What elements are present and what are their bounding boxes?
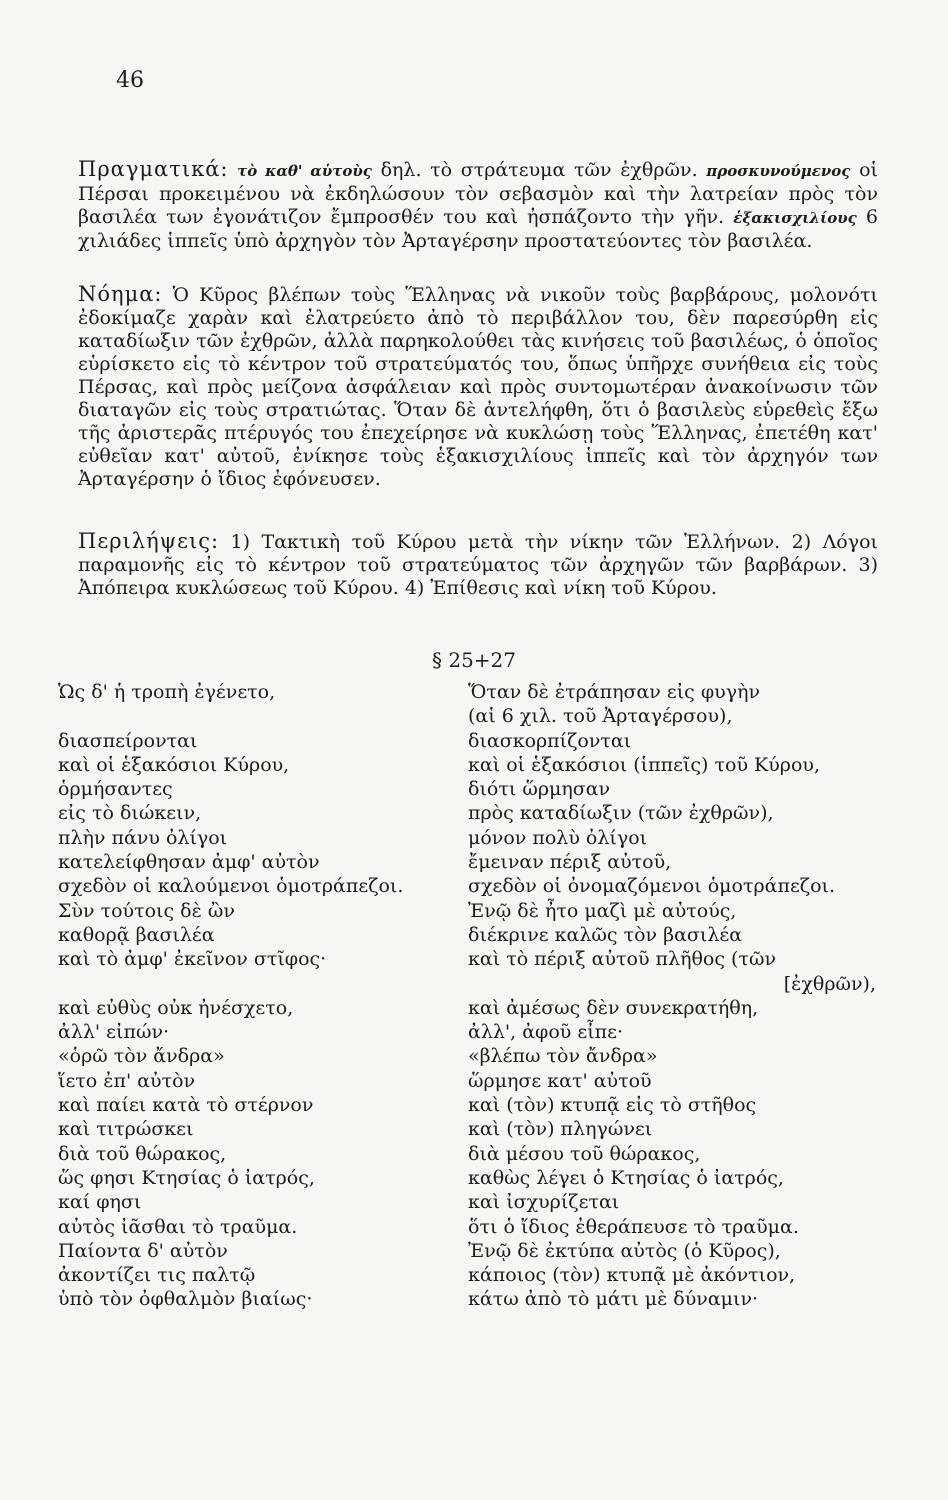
original-line: ἀλλ' εἰπών· bbox=[58, 1021, 170, 1044]
perilipseis-paragraph bbox=[78, 530, 878, 600]
translation-line: καὶ τὸ πέριξ αὐτοῦ πλῆθος (τῶν bbox=[468, 948, 776, 971]
translation-column bbox=[468, 680, 888, 1312]
original-line: ὥς φησι Κτησίας ὁ ἰατρός, bbox=[58, 1166, 315, 1189]
original-line: ὁρμήσαντες bbox=[58, 778, 173, 801]
original-line: σχεδὸν οἱ καλούμενοι ὁμοτράπεζοι. bbox=[58, 875, 404, 898]
pragmatika-text-3: 6 χιλιάδες ἱππεῖς ὑπὸ ἀρχηγὸν τὸν Ἀρταγέρσην προστατεύοντες τὸν βασιλέα. bbox=[78, 206, 878, 252]
original-line: Ὡς δ' ἡ τροπὴ ἐγένετο, bbox=[58, 681, 276, 703]
pragmatika-text-1: δηλ. τὸ στράτευμα τῶν ἐχθρῶν. bbox=[371, 159, 707, 181]
translation-line: Ἐνῷ δὲ ἐκτύπα αὐτὸς (ὁ Κῦρος), bbox=[468, 1239, 781, 1262]
pragmatika-text-2: οἱ Πέρσαι προκειμένου νὰ ἐκδηλώσουν τὸν σεβασμὸν καὶ τὴν λατρείαν πρὸς τὸν βασιλέα των ἐγονάτιζον ἔμπροσθέν του καὶ ἠσπάζοντο τὴν γῆν. bbox=[78, 159, 878, 228]
translation-line: καὶ (τὸν) πληγώνει bbox=[468, 1118, 653, 1141]
term-kath-autous: τὸ καθ' αὑτοὺς bbox=[237, 162, 372, 180]
original-line: ἀκοντίζει τις παλτῷ bbox=[58, 1264, 256, 1287]
translation-line: ὥρμησε κατ' αὐτοῦ bbox=[468, 1069, 652, 1092]
original-line: καὶ εὐθὺς οὐκ ἠνέσχετο, bbox=[58, 996, 294, 1019]
translation-line: κάτω ἀπὸ τὸ μάτι μὲ δύναμιν· bbox=[468, 1288, 759, 1311]
original-line: Σὺν τούτοις δὲ ὢν bbox=[58, 899, 235, 922]
original-line: ὑπὸ τὸν ὀφθαλμὸν βιαίως· bbox=[58, 1288, 313, 1311]
translation-line: [ἐχθρῶν), bbox=[783, 972, 876, 995]
original-line: διὰ τοῦ θώρακος, bbox=[58, 1142, 227, 1165]
original-line: αὐτὸς ἰᾶσθαι τὸ τραῦμα. bbox=[58, 1215, 298, 1238]
translation-line: καὶ οἱ ἑξακόσιοι (ἱππεῖς) τοῦ Κύρου, bbox=[468, 753, 820, 776]
translation-line: ἀλλ', ἀφοῦ εἶπε· bbox=[468, 1021, 624, 1044]
translation-line: διότι ὥρμησαν bbox=[468, 778, 611, 801]
translation-line: ἔμειναν πέριξ αὐτοῦ, bbox=[468, 851, 672, 874]
translation-line: καθὼς λέγει ὁ Κτησίας ὁ ἰατρός, bbox=[468, 1166, 784, 1189]
original-line bbox=[58, 704, 458, 728]
translation-line: (αἱ 6 χιλ. τοῦ Ἀρταγέρσου), bbox=[468, 705, 733, 728]
page-number: 46 bbox=[116, 68, 144, 93]
translation-line: πρὸς καταδίωξιν (τῶν ἐχθρῶν), bbox=[468, 802, 774, 825]
original-line: καὶ τιτρώσκει bbox=[58, 1118, 194, 1141]
original-line: καί φησι bbox=[58, 1191, 142, 1214]
pragmatika-paragraph bbox=[78, 158, 878, 253]
original-line: Παίοντα δ' αὐτὸν bbox=[58, 1239, 228, 1262]
translation-line: ὅτι ὁ ἴδιος ἐθεράπευσε τὸ τραῦμα. bbox=[468, 1215, 799, 1238]
translation-line: καὶ ἀμέσως δὲν συνεκρατήθη, bbox=[468, 996, 759, 1019]
translation-line: μόνον πολὺ ὀλίγοι bbox=[468, 826, 648, 849]
original-line: καὶ τὸ ἀμφ' ἐκεῖνον στῖφος· bbox=[58, 948, 327, 971]
original-line: καθορᾷ βασιλέα bbox=[58, 923, 215, 946]
term-exakischilious: ἑξακισχιλίους bbox=[733, 209, 857, 227]
translation-line: καὶ ἰσχυρίζεται bbox=[468, 1191, 620, 1214]
original-line: καὶ οἱ ἑξακόσιοι Κύρου, bbox=[58, 753, 290, 776]
noima-heading: Νόημα: bbox=[78, 282, 163, 306]
translation-line: κάποιος (τὸν) κτυπᾷ μὲ ἀκόντιον, bbox=[468, 1264, 796, 1287]
original-line: πλὴν πάνυ ὀλίγοι bbox=[58, 826, 228, 849]
translation-line: καὶ (τὸν) κτυπᾷ εἰς τὸ στῆθος bbox=[468, 1094, 757, 1117]
translation-line: διέκρινε καλῶς τὸν βασιλέα bbox=[468, 923, 743, 946]
translation-line: Ὅταν δὲ ἐτράπησαν εἰς φυγὴν bbox=[468, 681, 761, 703]
translation-line: διὰ μέσου τοῦ θώρακος, bbox=[468, 1142, 701, 1165]
original-line: ἵετο ἐπ' αὐτὸν bbox=[58, 1069, 196, 1092]
original-line bbox=[58, 972, 458, 996]
noima-text: Ὁ Κῦρος βλέπων τοὺς Ἕλληνας νὰ νικοῦν τοὺς βαρβάρους, μολονότι ἐδοκίμαζε χαρὰν καὶ ἐλατρεύετο ἀπὸ τὸ περιβάλλον του, δὲν παρεσύρθη εἰς καταδίωξιν τῶν ἐχθρῶν, ἀλλὰ παρηκολούθει τὰς κινήσεις τοῦ βασιλέως, ὁ ὁποῖος εὑρίσκετο εἰς τὸ κέντρον τοῦ στρατεύματός του, ὅπως ὑπῆρχε συνήθεια εἰς τοὺς Πέρσας, καὶ πρὸς μείζονα ἀσφάλειαν καὶ πρὸς συντομωτέραν ἀνακοίνωσιν τῶν διαταγῶν εἰς τοὺς στρατιώτας. Ὅταν δὲ ἀντελήφθη, ὅτι ὁ βασιλεὺς εὑρεθεὶς ἔξω τῆς ἀριστερᾶς πτέρυγός του ἐπεχείρησε νὰ κυκλώσῃ τοὺς Ἕλληνας, ἐπετέθη κατ' εὐθεῖαν κατ' αὐτοῦ, ἐνίκησε τοὺς ἑξακισχιλίους ἱππεῖς καὶ τὸν ἀρχηγόν των Ἀρταγέρσην ὁ ἴδιος ἐφόνευσεν. bbox=[78, 284, 878, 490]
section-mark: § 25+27 bbox=[431, 648, 516, 672]
original-line: εἰς τὸ διώκειν, bbox=[58, 802, 202, 825]
noima-paragraph bbox=[78, 283, 878, 491]
translation-line: διασκορπίζονται bbox=[468, 729, 632, 752]
translation-line: σχεδὸν οἱ ὀνομαζόμενοι ὁμοτράπεζοι. bbox=[468, 875, 836, 898]
perilipseis-heading: Περιλήψεις: bbox=[78, 529, 220, 553]
original-line: κατελείφθησαν ἀμφ' αὐτὸν bbox=[58, 851, 320, 874]
translation-line: «βλέπω τὸν ἄνδρα» bbox=[468, 1045, 658, 1068]
original-line: «ὁρῶ τὸν ἄνδρα» bbox=[58, 1045, 225, 1068]
perilipseis-text: 1) Τακτικὴ τοῦ Κύρου μετὰ τὴν νίκην τῶν Ἑλλήνων. 2) Λόγοι παραμονῆς εἰς τὸ κέντρον τοῦ στρατεύματος τῶν ἀρχηγῶν τῶν βαρβάρων. 3) Ἀπόπειρα κυκλώσεως τοῦ Κύρου. 4) Ἐπίθεσις καὶ νίκη τοῦ Κύρου. bbox=[78, 531, 878, 599]
translation-line: Ἐνῷ δὲ ἦτο μαζὶ μὲ αὐτούς, bbox=[468, 899, 737, 922]
original-line: διασπείρονται bbox=[58, 729, 198, 752]
original-text-column bbox=[58, 680, 458, 1312]
term-proskynoumenos: προσκυνούμενος bbox=[706, 162, 851, 180]
pragmatika-heading: Πραγματικά: bbox=[78, 157, 229, 181]
original-line: καὶ παίει κατὰ τὸ στέρνον bbox=[58, 1094, 314, 1117]
